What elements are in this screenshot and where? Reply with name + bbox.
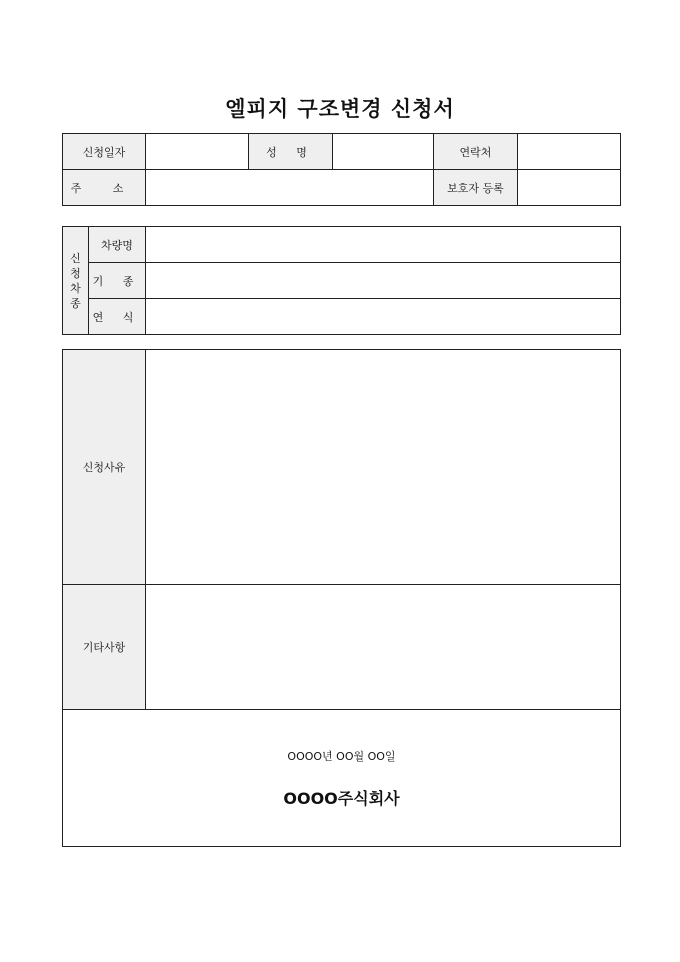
reason-field[interactable] — [146, 350, 621, 585]
applicant-info-table — [62, 133, 621, 206]
guardian-label: 보호자 등록 — [434, 170, 518, 206]
vehicle-section-char: 차 — [70, 281, 81, 295]
name-field[interactable] — [333, 134, 434, 170]
model-label: 기 종 — [89, 263, 146, 299]
other-field[interactable] — [146, 585, 621, 710]
vehicle-section-char: 신 — [70, 251, 81, 265]
application-date-field[interactable] — [146, 134, 249, 170]
address-field[interactable] — [146, 170, 434, 206]
car-name-label: 차량명 — [89, 227, 146, 263]
page-title: 엘피지 구조변경 신청서 — [225, 97, 455, 121]
address-label: 주 소 — [63, 170, 146, 206]
application-date-label: 신청일자 — [63, 134, 146, 170]
details-table — [62, 349, 621, 847]
vehicle-section-char: 청 — [70, 266, 81, 280]
year-field[interactable] — [146, 299, 621, 335]
model-field[interactable] — [146, 263, 621, 299]
other-label: 기타사항 — [63, 585, 146, 710]
vehicle-info-table — [62, 226, 621, 335]
guardian-field[interactable] — [518, 170, 621, 206]
vehicle-section-label — [63, 227, 89, 335]
contact-field[interactable] — [518, 134, 621, 170]
signature-date: OOOO년 OO월 OO일 — [287, 749, 396, 763]
reason-label: 신청사유 — [63, 350, 146, 585]
company-name: OOOO주식회사 — [283, 788, 400, 808]
vehicle-section-char: 종 — [70, 296, 81, 310]
year-label: 연 식 — [89, 299, 146, 335]
name-label: 성 명 — [249, 134, 333, 170]
signature-area — [63, 710, 621, 847]
contact-label: 연락처 — [434, 134, 518, 170]
car-name-field[interactable] — [146, 227, 621, 263]
